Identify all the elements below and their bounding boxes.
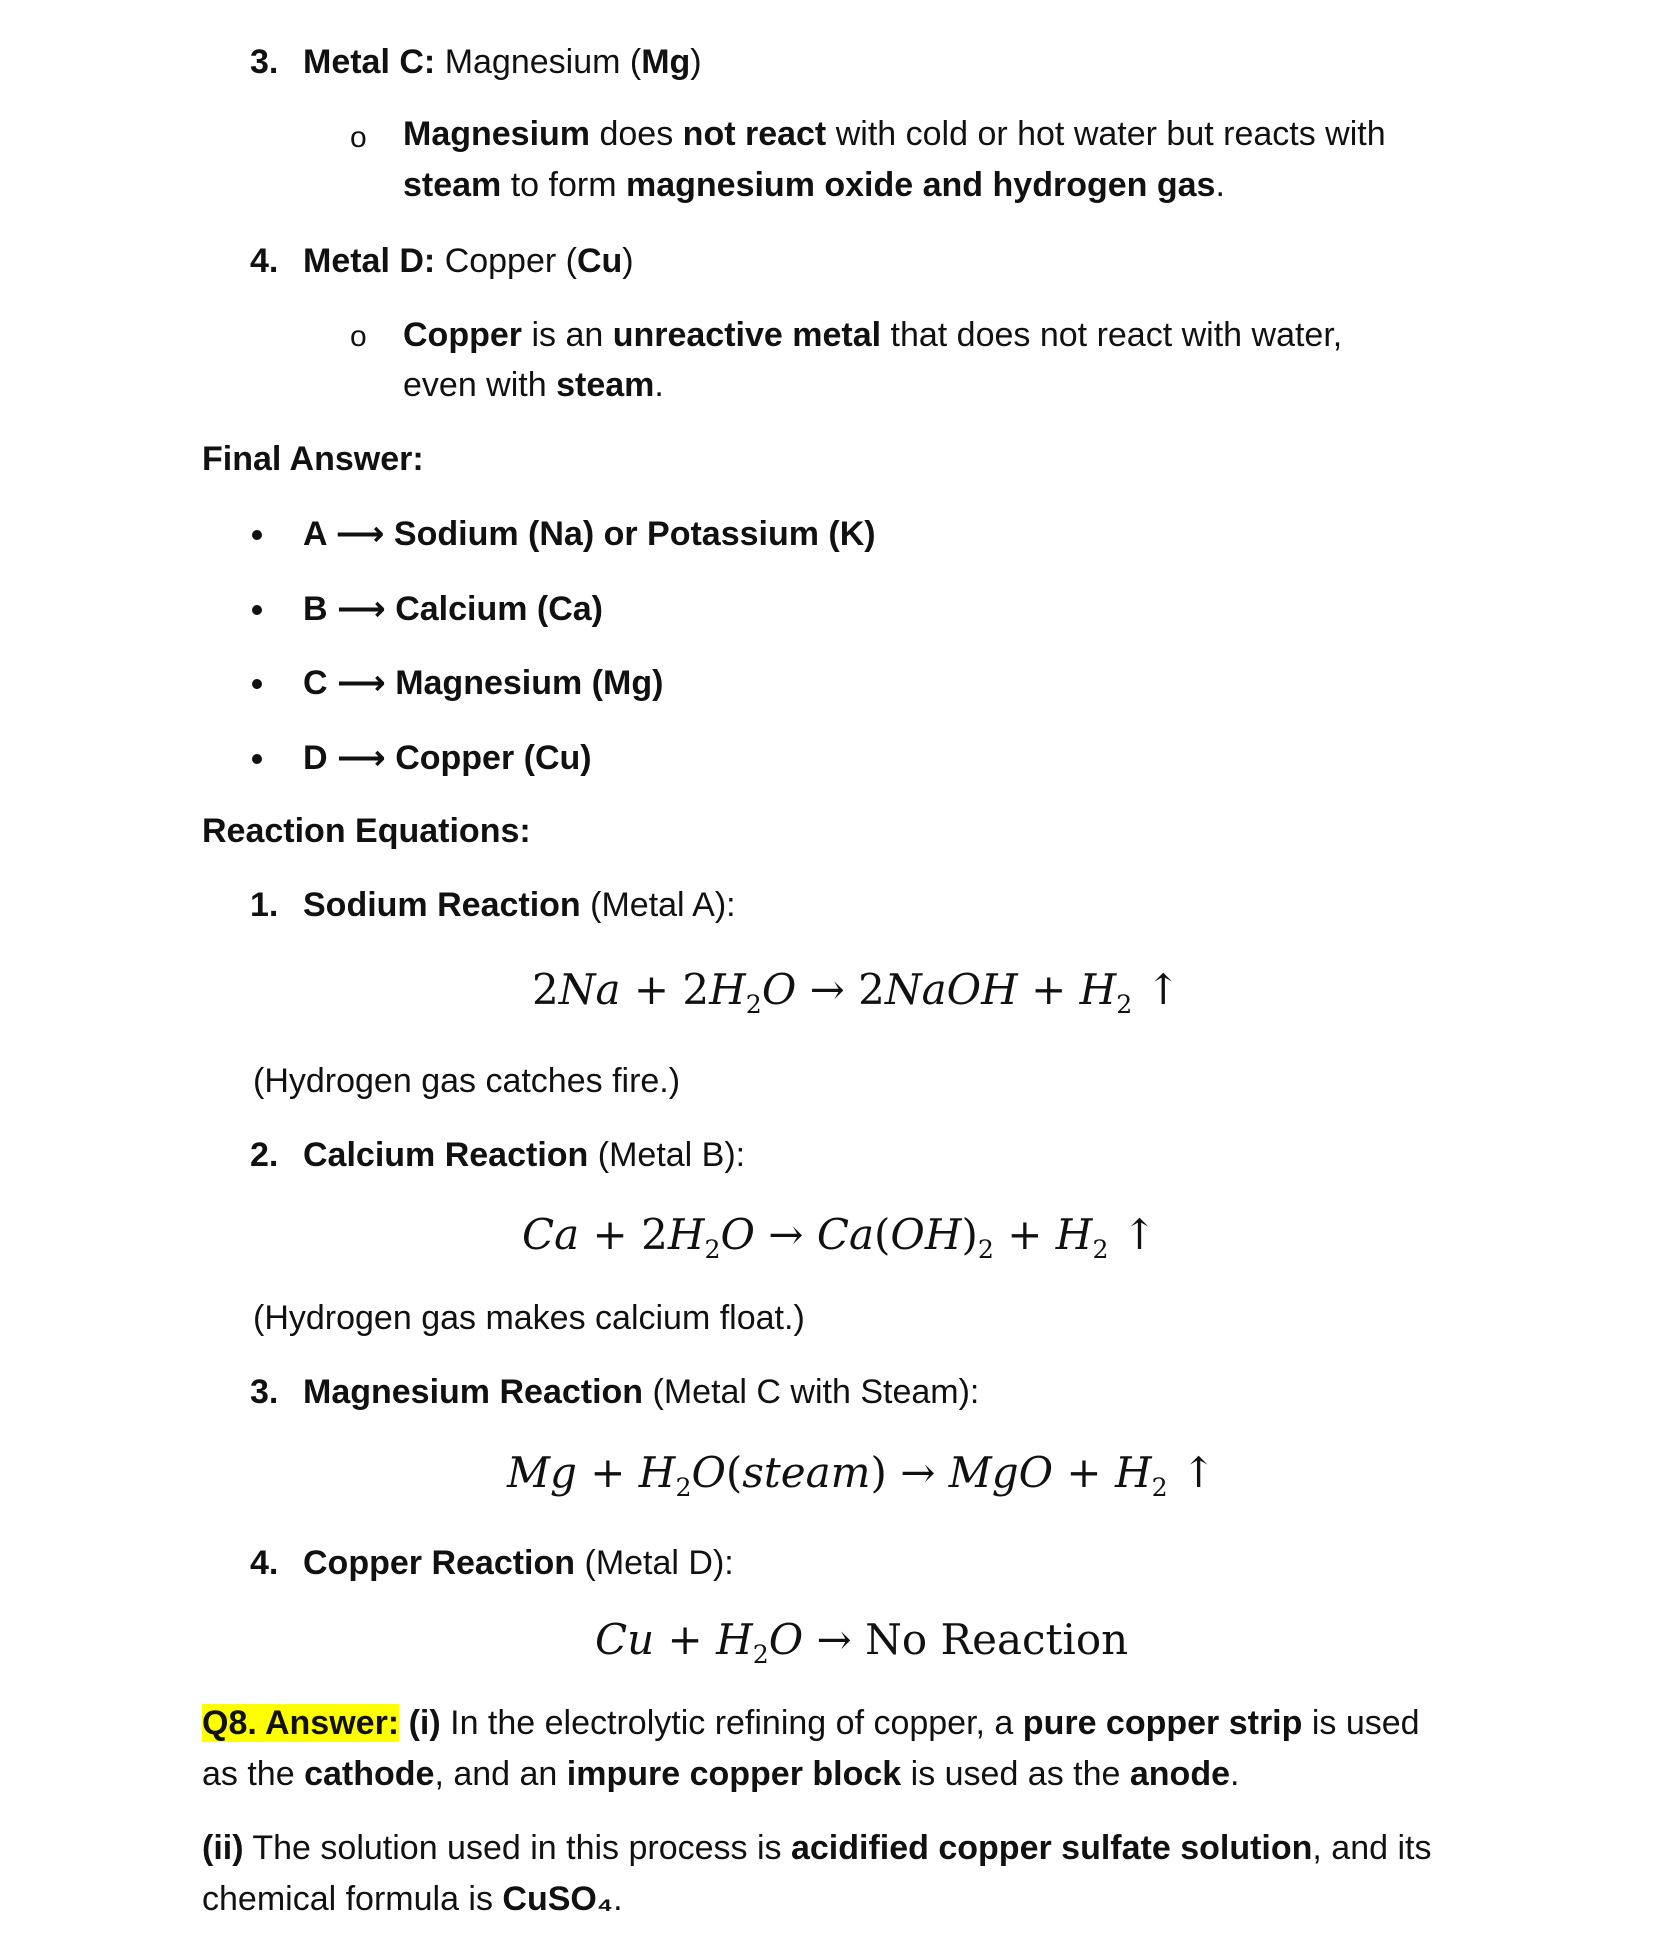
text: chemical formula is	[202, 1880, 503, 1918]
metal-d-close: )	[622, 242, 634, 280]
final-answer-heading: Final Answer:	[202, 440, 424, 478]
text: , and its	[1312, 1829, 1432, 1867]
no-reaction-text: No Reaction	[865, 1615, 1129, 1664]
final-answer-item: D ⟶ Copper (Cu)	[303, 739, 592, 777]
final-answer-item: A ⟶ Sodium (Na) or Potassium (K)	[303, 515, 876, 553]
magnesium-equation: $Mg + H_2O(steam)$ → MgO + $H_2$ ↑	[507, 1448, 1217, 1502]
reaction-2-title: Calcium Reaction	[303, 1136, 589, 1174]
text-bold: pure copper strip	[1022, 1704, 1303, 1742]
q8-answer-line3	[202, 1823, 1431, 1873]
metal-c-name: Magnesium (	[444, 43, 642, 81]
reaction-3-title: Magnesium Reaction	[303, 1373, 644, 1411]
reaction-2-heading	[303, 1130, 745, 1180]
text: .	[613, 1880, 623, 1918]
q8-answer-line1	[202, 1698, 1420, 1748]
text: is used as the	[901, 1755, 1130, 1793]
text-bold: steam	[556, 366, 655, 404]
text: with cold or hot water but reacts with	[826, 115, 1386, 153]
reaction-2-number: 2.	[250, 1136, 279, 1174]
text: , and an	[434, 1755, 567, 1793]
bullet-dot-icon	[252, 679, 262, 689]
reaction-3-number: 3.	[250, 1373, 279, 1411]
text: In the electrolytic refining of copper, a	[440, 1704, 1023, 1742]
final-answer-item: B ⟶ Calcium (Ca)	[303, 590, 604, 628]
text-bold: acidified copper sulfate solution	[790, 1829, 1313, 1867]
reaction-4-title: Copper Reaction	[303, 1544, 576, 1582]
metal-c-close: )	[690, 43, 702, 81]
circle-bullet-icon: o	[350, 121, 367, 154]
metal-c-desc-line1	[403, 109, 1386, 159]
reaction-1-title: Sodium Reaction	[303, 886, 581, 924]
reaction-2-note: (Hydrogen gas makes calcium float.)	[253, 1299, 805, 1337]
text-bold: Copper	[403, 316, 522, 354]
reaction-4-number: 4.	[250, 1544, 279, 1582]
metal-d-number: 4.	[250, 242, 279, 280]
calcium-equation: $Ca + 2H_2O \to Ca(OH)_2 + H_2$ ↑	[522, 1210, 1158, 1264]
reaction-2-subtitle: (Metal B):	[588, 1136, 746, 1174]
text-bold: cathode	[304, 1755, 435, 1793]
q8-answer-line4	[202, 1874, 623, 1924]
reactions-heading: Reaction Equations:	[202, 812, 531, 850]
text: even with	[403, 366, 557, 404]
q8-answer-label: Q8. Answer:	[202, 1704, 400, 1742]
text-bold: magnesium oxide and hydrogen gas	[625, 166, 1216, 204]
reaction-4-subtitle: (Metal D):	[575, 1544, 734, 1582]
reaction-3-subtitle: (Metal C with Steam):	[643, 1373, 980, 1411]
chemical-formula: CuSO₄	[502, 1880, 614, 1918]
text-bold: Magnesium	[403, 115, 591, 153]
text-bold: unreactive metal	[612, 316, 882, 354]
metal-d-title: Metal D:	[303, 242, 436, 280]
sodium-equation: $2Na + 2H_2O$ → 2NaOH + $H_2$ ↑	[532, 965, 1181, 1019]
text-bold: impure copper block	[566, 1755, 902, 1793]
circle-bullet-icon: o	[350, 320, 367, 353]
text: to form	[501, 166, 626, 204]
text-bold: anode	[1129, 1755, 1230, 1793]
text: .	[1230, 1755, 1240, 1793]
metal-c-number: 3.	[250, 43, 279, 81]
copper-equation: $Cu + H_2O \to No$ Reaction	[595, 1615, 1129, 1669]
metal-c-title: Metal C:	[303, 43, 436, 81]
text: .	[1215, 166, 1225, 204]
text: The solution used in this process is	[243, 1829, 791, 1867]
reaction-1-number: 1.	[250, 886, 279, 924]
q8-part-i-tag: (i)	[408, 1704, 441, 1742]
metal-d-heading	[303, 236, 634, 286]
q8-answer-line2	[202, 1749, 1239, 1799]
text: as the	[202, 1755, 305, 1793]
metal-d-symbol: Cu	[576, 242, 623, 280]
bullet-dot-icon	[252, 530, 262, 540]
text: .	[654, 366, 664, 404]
metal-d-desc-line1	[403, 310, 1342, 360]
text: does	[590, 115, 683, 153]
text: is an	[522, 316, 613, 354]
q8-part-ii-tag: (ii)	[202, 1829, 244, 1867]
metal-d-desc-line2	[403, 360, 664, 410]
text: that does not react with water,	[881, 316, 1343, 354]
text-bold: not react	[682, 115, 827, 153]
reaction-4-heading	[303, 1538, 734, 1588]
text: is used	[1302, 1704, 1420, 1742]
metal-c-desc-line2	[403, 160, 1225, 210]
bullet-dot-icon	[252, 754, 262, 764]
metal-c-heading	[303, 37, 702, 87]
final-answer-item: C ⟶ Magnesium (Mg)	[303, 664, 664, 702]
metal-d-name: Copper (	[444, 242, 577, 280]
reaction-1-subtitle: (Metal A):	[580, 886, 736, 924]
reaction-3-heading	[303, 1367, 979, 1417]
reaction-1-heading	[303, 880, 736, 930]
metal-c-symbol: Mg	[641, 43, 691, 81]
text-bold: steam	[403, 166, 502, 204]
reaction-1-note: (Hydrogen gas catches fire.)	[253, 1062, 681, 1100]
bullet-dot-icon	[252, 605, 262, 615]
